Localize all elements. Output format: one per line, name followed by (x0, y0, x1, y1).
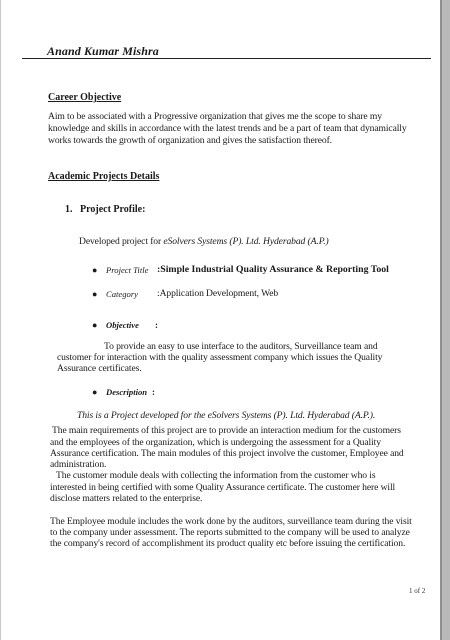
description-label: Description (106, 387, 148, 397)
description-line: disclose matters related to the enterprise. (50, 493, 203, 504)
objective-line: Assurance certificates. (57, 363, 142, 374)
description-line: the company's record of accomplishment its product quality etc before issuing the certification. (50, 538, 406, 549)
objective-line: customer for interaction with the quality assessment company which issues the Quality (57, 352, 383, 363)
project-profile-heading: 1. Project Profile: (65, 204, 146, 215)
career-objective-line: knowledge and skills in accordance with the latest trends and be a part of team that dynamically (48, 123, 407, 134)
career-objective-heading: Career Objective (48, 92, 122, 103)
description-colon: : (152, 387, 155, 397)
objective-colon: : (155, 320, 158, 330)
academic-projects-heading: Academic Projects Details (48, 171, 160, 182)
category-value: :Application Development, Web (157, 288, 279, 299)
bullet-icon: ● (92, 289, 98, 299)
bullet-icon: ● (92, 265, 98, 275)
description-line: administration. (50, 459, 107, 470)
objective-label: Objective (106, 320, 139, 330)
page-right-scroll-edge[interactable] (440, 0, 450, 640)
description-line: interested in being certified with some Quality Assurance certificate. The customer here will (50, 482, 396, 493)
project-title-value: :Simple Industrial Quality Assurance & Reporting Tool (157, 264, 389, 275)
description-line: The Employee module includes the work done by the auditors, surveillance team during the visit (50, 516, 412, 527)
description-line: and the employees of the organization, which is undergoing the assessment for a Quality (50, 437, 381, 448)
objective-line: To provide an easy to use interface to the auditors, Surveillance team and (104, 341, 378, 352)
page-number: 1 of 2 (409, 587, 426, 595)
page-right-edge-line (440, 0, 442, 640)
description-intro: This is a Project developed for the eSolvers Systems (P). Ltd. Hyderabad (A.P.). (77, 410, 376, 421)
description-line: Assurance certification. The main modules of this project involve the customer, Employee and (50, 448, 404, 459)
developed-for-company: eSolvers Systems (P). Ltd. Hyderabad (A.P.) (163, 236, 329, 247)
page-left-edge (0, 0, 1, 640)
candidate-name: Anand Kumar Mishra (47, 44, 159, 58)
description-line: The customer module deals with collecting the information from the customer who is (56, 470, 376, 481)
project-title-label: Project Title (106, 265, 149, 275)
developed-for-line (79, 236, 329, 247)
description-line: The main requirements of this project are to provide an interaction medium for the customers (52, 425, 401, 436)
description-line: to the company under assessment. The reports submitted to the company will be used to analyze (50, 527, 410, 538)
career-objective-line: works towards the growth of organization and gives the satisfaction thereof. (48, 135, 332, 146)
bullet-icon: ● (92, 387, 98, 397)
name-underline-rule (22, 58, 431, 59)
developed-for-prefix: Developed project for (79, 236, 164, 247)
bullet-icon: ● (92, 320, 98, 330)
category-label: Category (106, 289, 138, 299)
career-objective-line: Aim to be associated with a Progressive organization that gives me the scope to share my (48, 111, 382, 122)
